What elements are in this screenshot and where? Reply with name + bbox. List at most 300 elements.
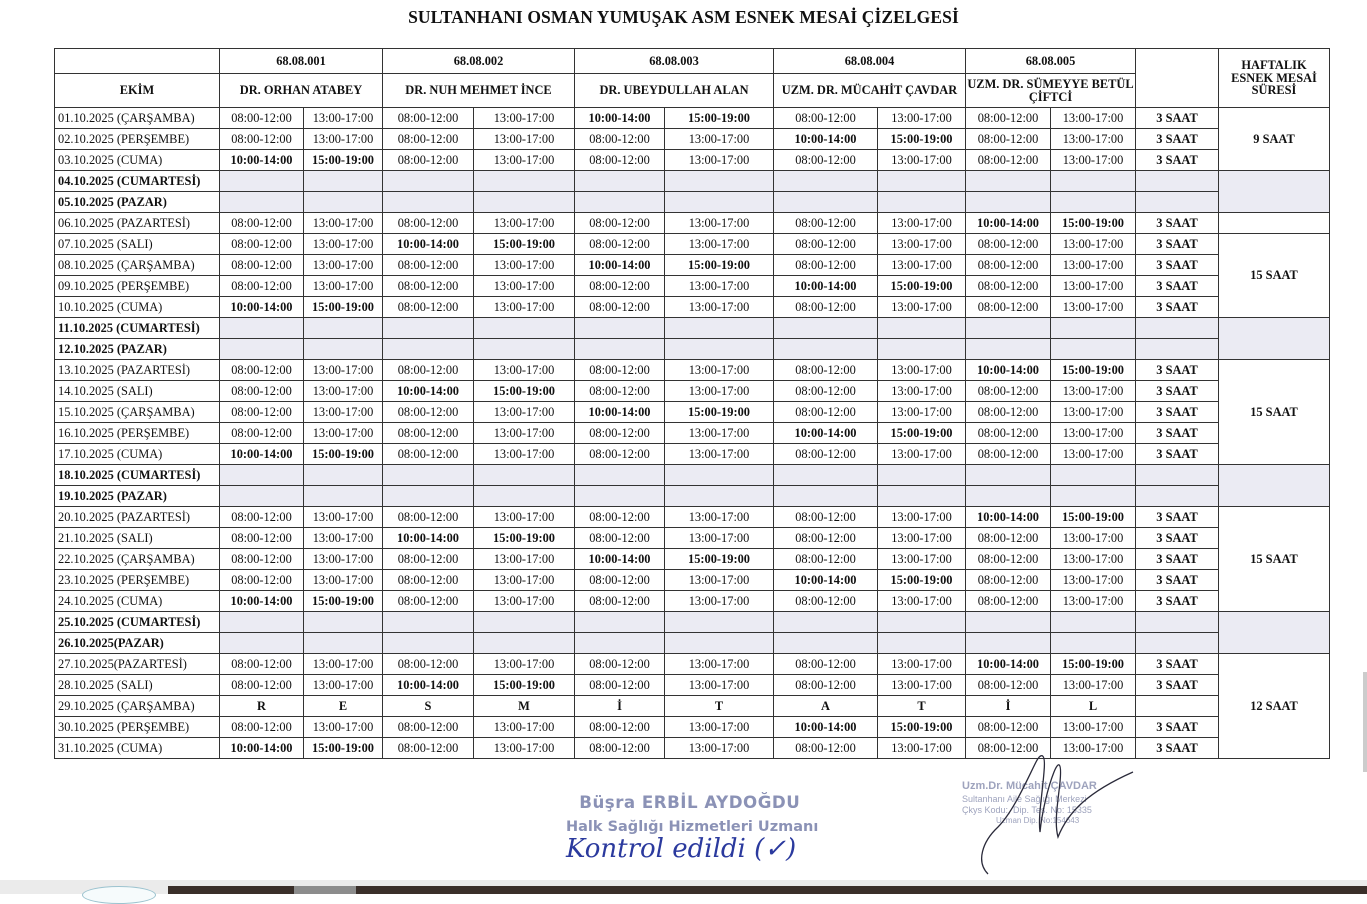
shift-cell: 08:00-12:00: [220, 381, 304, 402]
shift-cell: M: [474, 696, 575, 717]
date-cell: 22.10.2025 (ÇARŞAMBA): [55, 549, 220, 570]
shift-cell: 13:00-17:00: [878, 108, 966, 129]
shift-cell: 13:00-17:00: [1051, 570, 1136, 591]
shift-cell: 08:00-12:00: [383, 402, 474, 423]
shift-cell: 08:00-12:00: [383, 570, 474, 591]
shift-cell: 13:00-17:00: [665, 423, 774, 444]
daily-flex-total: 3 SAAT: [1136, 150, 1219, 171]
shift-cell: 08:00-12:00: [220, 528, 304, 549]
shift-cell: 08:00-12:00: [966, 381, 1051, 402]
shift-cell: 08:00-12:00: [966, 129, 1051, 150]
shift-cell: 13:00-17:00: [665, 381, 774, 402]
shift-cell: 08:00-12:00: [575, 654, 665, 675]
shift-cell: [878, 465, 966, 486]
shift-cell: 08:00-12:00: [220, 675, 304, 696]
weekly-flex-total: 9 SAAT: [1219, 108, 1330, 171]
shift-cell: E: [304, 696, 383, 717]
shift-cell: 13:00-17:00: [665, 654, 774, 675]
shift-cell: 13:00-17:00: [304, 108, 383, 129]
doctor-name: UZM. DR. MÜCAHİT ÇAVDAR: [774, 74, 966, 108]
shift-cell: [774, 318, 878, 339]
shift-cell: [474, 465, 575, 486]
shift-cell: 08:00-12:00: [774, 402, 878, 423]
shift-cell: 13:00-17:00: [1051, 675, 1136, 696]
daily-flex-total: [1136, 339, 1219, 360]
daily-total-header: [1136, 49, 1219, 108]
weekly-flex-header: HAFTALIK ESNEK MESAİ SÜRESİ: [1219, 49, 1330, 108]
daily-flex-total: [1136, 192, 1219, 213]
shift-cell: 15:00-19:00: [304, 738, 383, 759]
daily-flex-total: 3 SAAT: [1136, 381, 1219, 402]
shift-cell: 08:00-12:00: [966, 528, 1051, 549]
shift-cell: 08:00-12:00: [220, 423, 304, 444]
date-cell: 24.10.2025 (CUMA): [55, 591, 220, 612]
shift-cell: 13:00-17:00: [474, 150, 575, 171]
shift-cell: 08:00-12:00: [575, 360, 665, 381]
unit-code: 68.08.002: [383, 49, 575, 74]
date-cell: 04.10.2025 (CUMARTESİ): [55, 171, 220, 192]
schedule-row: [55, 213, 1330, 234]
shift-cell: 08:00-12:00: [774, 675, 878, 696]
schedule-row: [55, 234, 1330, 255]
date-cell: 10.10.2025 (CUMA): [55, 297, 220, 318]
shift-cell: [665, 339, 774, 360]
date-cell: 27.10.2025(PAZARTESİ): [55, 654, 220, 675]
shift-cell: 13:00-17:00: [1051, 444, 1136, 465]
shift-cell: 15:00-19:00: [878, 570, 966, 591]
shift-cell: [665, 612, 774, 633]
date-cell: 14.10.2025 (SALI): [55, 381, 220, 402]
shift-cell: [966, 465, 1051, 486]
shift-cell: 08:00-12:00: [575, 129, 665, 150]
shift-cell: 08:00-12:00: [575, 150, 665, 171]
shift-cell: 15:00-19:00: [665, 402, 774, 423]
shift-cell: 08:00-12:00: [575, 675, 665, 696]
daily-flex-total: [1136, 486, 1219, 507]
date-cell: 16.10.2025 (PERŞEMBE): [55, 423, 220, 444]
shift-cell: 13:00-17:00: [304, 381, 383, 402]
daily-flex-total: 3 SAAT: [1136, 360, 1219, 381]
date-cell: 07.10.2025 (SALI): [55, 234, 220, 255]
document-title: SULTANHANI OSMAN YUMUŞAK ASM ESNEK MESAİ ÇİZELGESİ: [408, 7, 959, 27]
taskbar-tab[interactable]: [294, 886, 356, 894]
daily-flex-total: 3 SAAT: [1136, 276, 1219, 297]
doctor-stamp-line: Uzman Dip. No:154643: [996, 816, 1080, 826]
date-cell: 02.10.2025 (PERŞEMBE): [55, 129, 220, 150]
logo-icon: [82, 886, 156, 904]
handwritten-signature-icon: [968, 742, 1148, 882]
shift-cell: 10:00-14:00: [220, 150, 304, 171]
shift-cell: 08:00-12:00: [383, 549, 474, 570]
shift-cell: 13:00-17:00: [1051, 381, 1136, 402]
shift-cell: 10:00-14:00: [966, 507, 1051, 528]
shift-cell: [665, 633, 774, 654]
shift-cell: 08:00-12:00: [383, 423, 474, 444]
unit-code: 68.08.005: [966, 49, 1136, 74]
shift-cell: 13:00-17:00: [665, 738, 774, 759]
shift-cell: 13:00-17:00: [474, 507, 575, 528]
shift-cell: [304, 192, 383, 213]
shift-cell: 08:00-12:00: [774, 507, 878, 528]
shift-cell: 13:00-17:00: [878, 213, 966, 234]
daily-flex-total: [1136, 318, 1219, 339]
shift-cell: [878, 339, 966, 360]
shift-cell: 10:00-14:00: [220, 297, 304, 318]
shift-cell: 13:00-17:00: [878, 297, 966, 318]
shift-cell: 15:00-19:00: [474, 234, 575, 255]
shift-cell: 13:00-17:00: [474, 591, 575, 612]
weekly-flex-total: [1219, 171, 1330, 213]
weekly-flex-total: [1219, 612, 1330, 654]
shift-cell: 08:00-12:00: [966, 276, 1051, 297]
shift-cell: 08:00-12:00: [966, 297, 1051, 318]
shift-cell: T: [665, 696, 774, 717]
shift-cell: [575, 465, 665, 486]
shift-cell: [665, 318, 774, 339]
shift-cell: 10:00-14:00: [220, 591, 304, 612]
shift-cell: 08:00-12:00: [575, 381, 665, 402]
date-cell: 06.10.2025 (PAZARTESİ): [55, 213, 220, 234]
shift-cell: 08:00-12:00: [575, 591, 665, 612]
shift-cell: 08:00-12:00: [575, 444, 665, 465]
shift-cell: 08:00-12:00: [383, 738, 474, 759]
shift-cell: 13:00-17:00: [304, 402, 383, 423]
shift-cell: 10:00-14:00: [966, 654, 1051, 675]
shift-cell: 08:00-12:00: [575, 738, 665, 759]
shift-cell: 13:00-17:00: [1051, 528, 1136, 549]
daily-flex-total: 3 SAAT: [1136, 255, 1219, 276]
shift-cell: [575, 192, 665, 213]
shift-cell: 08:00-12:00: [220, 717, 304, 738]
daily-flex-total: 3 SAAT: [1136, 570, 1219, 591]
shift-cell: 08:00-12:00: [575, 507, 665, 528]
date-cell: 09.10.2025 (PERŞEMBE): [55, 276, 220, 297]
shift-cell: 13:00-17:00: [1051, 549, 1136, 570]
shift-cell: 13:00-17:00: [474, 717, 575, 738]
shift-cell: [220, 171, 304, 192]
shift-cell: 08:00-12:00: [383, 591, 474, 612]
shift-cell: 13:00-17:00: [665, 528, 774, 549]
shift-cell: 13:00-17:00: [878, 360, 966, 381]
shift-cell: [665, 171, 774, 192]
shift-cell: [304, 486, 383, 507]
shift-cell: S: [383, 696, 474, 717]
schedule-row: [55, 360, 1330, 381]
shift-cell: İ: [966, 696, 1051, 717]
date-cell: 13.10.2025 (PAZARTESİ): [55, 360, 220, 381]
daily-flex-total: 3 SAAT: [1136, 549, 1219, 570]
shift-cell: 08:00-12:00: [774, 381, 878, 402]
schedule-row: [55, 675, 1330, 696]
weekend-row: [55, 318, 1330, 339]
shift-cell: 13:00-17:00: [665, 675, 774, 696]
shift-cell: [966, 171, 1051, 192]
shift-cell: [383, 465, 474, 486]
shift-cell: 08:00-12:00: [575, 528, 665, 549]
shift-cell: 08:00-12:00: [383, 150, 474, 171]
flex-hours-schedule-table: [54, 48, 1330, 759]
shift-cell: 08:00-12:00: [220, 129, 304, 150]
shift-cell: 08:00-12:00: [774, 360, 878, 381]
daily-flex-total: 3 SAAT: [1136, 738, 1219, 759]
shift-cell: 08:00-12:00: [383, 129, 474, 150]
shift-cell: 13:00-17:00: [665, 129, 774, 150]
shift-cell: [474, 486, 575, 507]
shift-cell: [304, 171, 383, 192]
shift-cell: [575, 612, 665, 633]
schedule-row: [55, 570, 1330, 591]
shift-cell: 08:00-12:00: [966, 675, 1051, 696]
weekly-flex-total: 15 SAAT: [1219, 234, 1330, 318]
shift-cell: [304, 339, 383, 360]
shift-cell: 13:00-17:00: [304, 507, 383, 528]
shift-cell: [383, 612, 474, 633]
shift-cell: 13:00-17:00: [665, 444, 774, 465]
shift-cell: 08:00-12:00: [774, 150, 878, 171]
shift-cell: [966, 633, 1051, 654]
weekly-flex-total: [1219, 465, 1330, 507]
shift-cell: 08:00-12:00: [966, 738, 1051, 759]
month-header-top: [55, 49, 220, 74]
shift-cell: 15:00-19:00: [665, 255, 774, 276]
shift-cell: [220, 339, 304, 360]
shift-cell: [878, 612, 966, 633]
shift-cell: [1051, 318, 1136, 339]
weekly-flex-total: 15 SAAT: [1219, 507, 1330, 612]
shift-cell: 13:00-17:00: [665, 717, 774, 738]
shift-cell: [474, 633, 575, 654]
weekend-row: [55, 339, 1330, 360]
daily-flex-total: [1136, 465, 1219, 486]
shift-cell: 10:00-14:00: [575, 108, 665, 129]
shift-cell: [474, 171, 575, 192]
shift-cell: 08:00-12:00: [383, 213, 474, 234]
shift-cell: 15:00-19:00: [878, 276, 966, 297]
shift-cell: 13:00-17:00: [474, 129, 575, 150]
shift-cell: 08:00-12:00: [774, 591, 878, 612]
schedule-row: [55, 129, 1330, 150]
shift-cell: 13:00-17:00: [474, 276, 575, 297]
shift-cell: 10:00-14:00: [774, 570, 878, 591]
shift-cell: 13:00-17:00: [665, 297, 774, 318]
shift-cell: 13:00-17:00: [878, 591, 966, 612]
date-cell: 18.10.2025 (CUMARTESİ): [55, 465, 220, 486]
shift-cell: [383, 339, 474, 360]
shift-cell: 15:00-19:00: [1051, 213, 1136, 234]
shift-cell: 15:00-19:00: [304, 297, 383, 318]
shift-cell: İ: [575, 696, 665, 717]
shift-cell: 10:00-14:00: [774, 276, 878, 297]
date-cell: 21.10.2025 (SALI): [55, 528, 220, 549]
date-cell: 08.10.2025 (ÇARŞAMBA): [55, 255, 220, 276]
shift-cell: 13:00-17:00: [1051, 591, 1136, 612]
shift-cell: [878, 633, 966, 654]
shift-cell: 13:00-17:00: [474, 738, 575, 759]
shift-cell: [878, 192, 966, 213]
shift-cell: [474, 192, 575, 213]
shift-cell: 10:00-14:00: [575, 255, 665, 276]
date-cell: 26.10.2025(PAZAR): [55, 633, 220, 654]
doctor-name: DR. UBEYDULLAH ALAN: [575, 74, 774, 108]
shift-cell: 13:00-17:00: [474, 360, 575, 381]
shift-cell: 13:00-17:00: [304, 360, 383, 381]
shift-cell: 10:00-14:00: [383, 234, 474, 255]
shift-cell: 08:00-12:00: [966, 423, 1051, 444]
shift-cell: 08:00-12:00: [220, 402, 304, 423]
shift-cell: [220, 612, 304, 633]
shift-cell: 13:00-17:00: [474, 213, 575, 234]
weekly-flex-total: 12 SAAT: [1219, 654, 1330, 759]
approver-stamp-title: Halk Sağlığı Hizmetleri Uzmanı: [566, 819, 819, 835]
shift-cell: 15:00-19:00: [665, 108, 774, 129]
schedule-body: [55, 108, 1330, 759]
shift-cell: 08:00-12:00: [966, 402, 1051, 423]
shift-cell: 10:00-14:00: [220, 444, 304, 465]
daily-flex-total: 3 SAAT: [1136, 444, 1219, 465]
shift-cell: 13:00-17:00: [304, 717, 383, 738]
date-cell: 20.10.2025 (PAZARTESİ): [55, 507, 220, 528]
shift-cell: 08:00-12:00: [220, 213, 304, 234]
shift-cell: 13:00-17:00: [304, 423, 383, 444]
date-cell: 01.10.2025 (ÇARŞAMBA): [55, 108, 220, 129]
shift-cell: 10:00-14:00: [575, 402, 665, 423]
shift-cell: 13:00-17:00: [304, 255, 383, 276]
shift-cell: 15:00-19:00: [304, 150, 383, 171]
shift-cell: [774, 171, 878, 192]
shift-cell: 13:00-17:00: [474, 297, 575, 318]
daily-flex-total: 3 SAAT: [1136, 108, 1219, 129]
shift-cell: [304, 465, 383, 486]
shift-cell: [575, 171, 665, 192]
shift-cell: 13:00-17:00: [665, 570, 774, 591]
shift-cell: [774, 633, 878, 654]
date-cell: 19.10.2025 (PAZAR): [55, 486, 220, 507]
shift-cell: 13:00-17:00: [304, 234, 383, 255]
shift-cell: 13:00-17:00: [474, 108, 575, 129]
shift-cell: 08:00-12:00: [966, 108, 1051, 129]
shift-cell: 13:00-17:00: [1051, 738, 1136, 759]
shift-cell: [774, 192, 878, 213]
shift-cell: 13:00-17:00: [304, 528, 383, 549]
shift-cell: 13:00-17:00: [665, 213, 774, 234]
shift-cell: [383, 192, 474, 213]
shift-cell: 13:00-17:00: [474, 423, 575, 444]
shift-cell: 13:00-17:00: [878, 738, 966, 759]
shift-cell: 08:00-12:00: [966, 717, 1051, 738]
daily-flex-total: [1136, 633, 1219, 654]
schedule-row: [55, 402, 1330, 423]
shift-cell: 15:00-19:00: [304, 444, 383, 465]
shift-cell: 15:00-19:00: [878, 423, 966, 444]
shift-cell: 13:00-17:00: [1051, 276, 1136, 297]
shift-cell: 08:00-12:00: [575, 297, 665, 318]
shift-cell: T: [878, 696, 966, 717]
shift-cell: 13:00-17:00: [304, 129, 383, 150]
shift-cell: 08:00-12:00: [383, 654, 474, 675]
shift-cell: 08:00-12:00: [774, 528, 878, 549]
shift-cell: 08:00-12:00: [383, 255, 474, 276]
shift-cell: 10:00-14:00: [774, 129, 878, 150]
shift-cell: [304, 318, 383, 339]
daily-flex-total: 3 SAAT: [1136, 591, 1219, 612]
shift-cell: [220, 486, 304, 507]
shift-cell: 08:00-12:00: [575, 570, 665, 591]
schedule-row: [55, 108, 1330, 129]
shift-cell: 08:00-12:00: [220, 276, 304, 297]
weekend-row: [55, 465, 1330, 486]
shift-cell: 15:00-19:00: [474, 381, 575, 402]
schedule-row: [55, 591, 1330, 612]
shift-cell: 13:00-17:00: [878, 507, 966, 528]
date-cell: 25.10.2025 (CUMARTESİ): [55, 612, 220, 633]
shift-cell: 10:00-14:00: [966, 360, 1051, 381]
shift-cell: 13:00-17:00: [304, 276, 383, 297]
shift-cell: [774, 339, 878, 360]
shift-cell: 13:00-17:00: [304, 675, 383, 696]
shift-cell: 10:00-14:00: [966, 213, 1051, 234]
shift-cell: [1051, 339, 1136, 360]
shift-cell: 08:00-12:00: [774, 255, 878, 276]
shift-cell: 13:00-17:00: [474, 444, 575, 465]
shift-cell: [966, 339, 1051, 360]
schedule-row: [55, 297, 1330, 318]
daily-flex-total: 3 SAAT: [1136, 507, 1219, 528]
month-header: EKİM: [55, 74, 220, 108]
shift-cell: 13:00-17:00: [474, 402, 575, 423]
shift-cell: 08:00-12:00: [575, 423, 665, 444]
doctor-stamp-line: Uzm.Dr. Mücahit ÇAVDAR: [962, 780, 1097, 792]
daily-flex-total: 3 SAAT: [1136, 528, 1219, 549]
weekly-flex-total: 15 SAAT: [1219, 360, 1330, 465]
shift-cell: 08:00-12:00: [220, 255, 304, 276]
shift-cell: [878, 318, 966, 339]
weekend-row: [55, 612, 1330, 633]
doctor-name: UZM. DR. SÜMEYYE BETÜL ÇİFTCİ: [966, 74, 1136, 108]
shift-cell: [1051, 486, 1136, 507]
handwritten-check-note: Kontrol edildi (✓): [566, 834, 797, 864]
shift-cell: 08:00-12:00: [966, 444, 1051, 465]
shift-cell: 10:00-14:00: [383, 528, 474, 549]
shift-cell: [774, 465, 878, 486]
shift-cell: 08:00-12:00: [966, 591, 1051, 612]
shift-cell: 08:00-12:00: [774, 738, 878, 759]
shift-cell: [774, 612, 878, 633]
shift-cell: A: [774, 696, 878, 717]
weekend-row: [55, 192, 1330, 213]
shift-cell: 08:00-12:00: [575, 276, 665, 297]
shift-cell: 13:00-17:00: [474, 570, 575, 591]
shift-cell: 08:00-12:00: [383, 108, 474, 129]
daily-flex-total: 3 SAAT: [1136, 297, 1219, 318]
schedule-row: [55, 717, 1330, 738]
shift-cell: 15:00-19:00: [878, 717, 966, 738]
shift-cell: 08:00-12:00: [966, 255, 1051, 276]
shift-cell: 08:00-12:00: [966, 549, 1051, 570]
daily-flex-total: [1136, 612, 1219, 633]
shift-cell: 13:00-17:00: [878, 549, 966, 570]
shift-cell: 08:00-12:00: [966, 234, 1051, 255]
schedule-row: [55, 654, 1330, 675]
shift-cell: 08:00-12:00: [575, 717, 665, 738]
schedule-row: [55, 549, 1330, 570]
doctor-name: DR. ORHAN ATABEY: [220, 74, 383, 108]
shift-cell: L: [1051, 696, 1136, 717]
shift-cell: 13:00-17:00: [1051, 423, 1136, 444]
shift-cell: 13:00-17:00: [878, 654, 966, 675]
shift-cell: 08:00-12:00: [383, 507, 474, 528]
scrollbar-edge[interactable]: [1363, 672, 1367, 772]
date-cell: 30.10.2025 (PERŞEMBE): [55, 717, 220, 738]
